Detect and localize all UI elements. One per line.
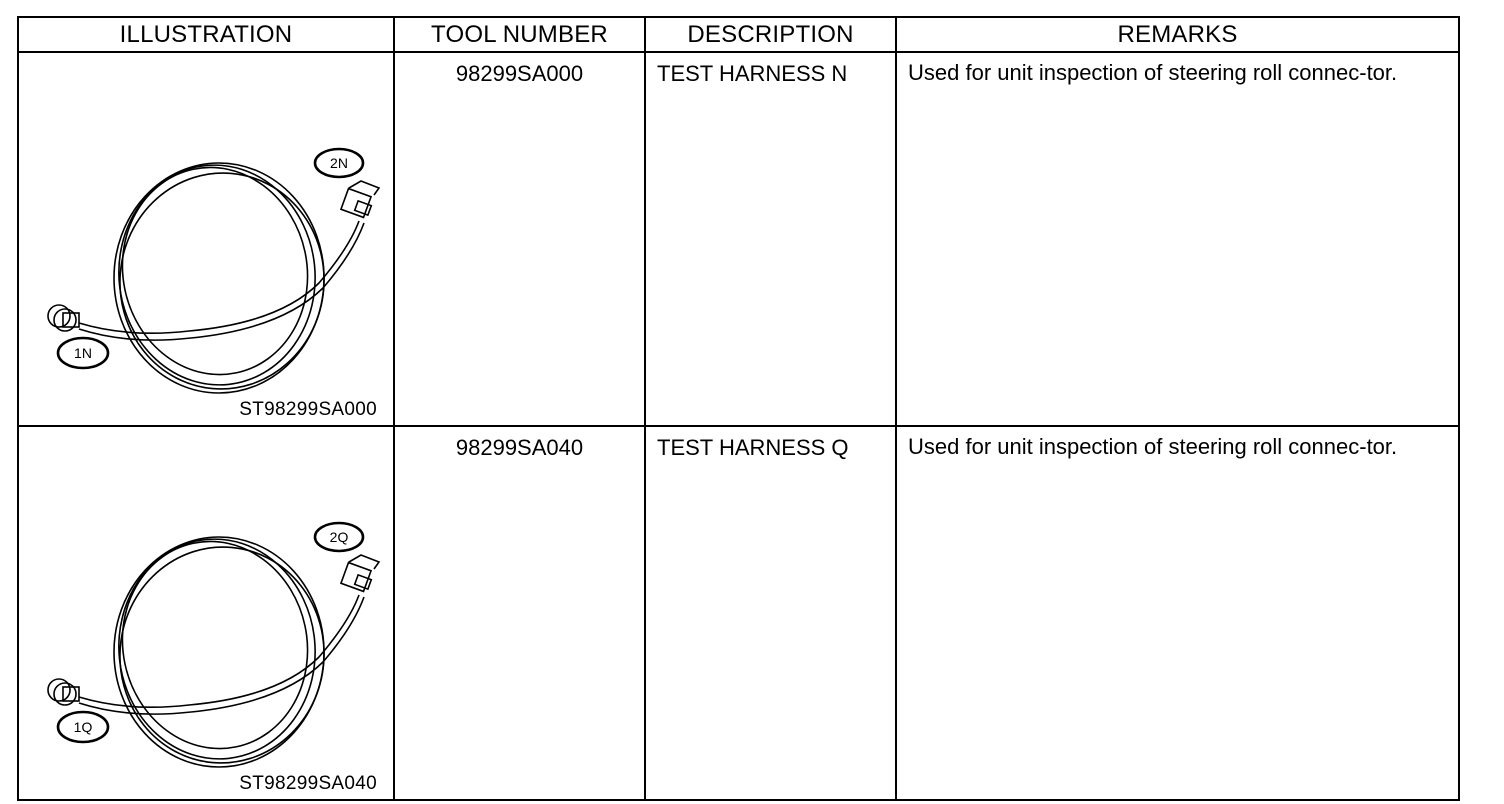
header-description: DESCRIPTION: [645, 17, 896, 52]
callout-start: 1Q: [73, 719, 93, 735]
illustration-cell: [18, 426, 394, 800]
callout-start: 1N: [74, 345, 92, 361]
tool-number-cell: 98299SA040: [394, 426, 645, 800]
tool-number-cell: 98299SA000: [394, 52, 645, 426]
remarks-cell: Used for unit inspection of steering roll connec-tor.: [896, 52, 1459, 426]
coiled-test-harness-icon: [19, 427, 395, 791]
table-header-row: [18, 17, 1459, 52]
remarks-cell: Used for unit inspection of steering roll connec-tor.: [896, 426, 1459, 800]
illustration-code: ST98299SA040: [239, 773, 377, 794]
illustration-code: ST98299SA000: [239, 399, 377, 420]
table-row: [18, 52, 1459, 426]
header-tool-number: TOOL NUMBER: [394, 17, 645, 52]
description-cell: TEST HARNESS N: [645, 52, 896, 426]
header-remarks: REMARKS: [896, 17, 1459, 52]
header-illustration: ILLUSTRATION: [18, 17, 394, 52]
callout-end: 2Q: [329, 529, 349, 545]
coiled-test-harness-icon: [19, 53, 395, 417]
illustration-cell: [18, 52, 394, 426]
description-cell: TEST HARNESS Q: [645, 426, 896, 800]
callout-end: 2N: [330, 155, 348, 171]
table-row: [18, 426, 1459, 800]
special-tools-table: [17, 16, 1460, 801]
